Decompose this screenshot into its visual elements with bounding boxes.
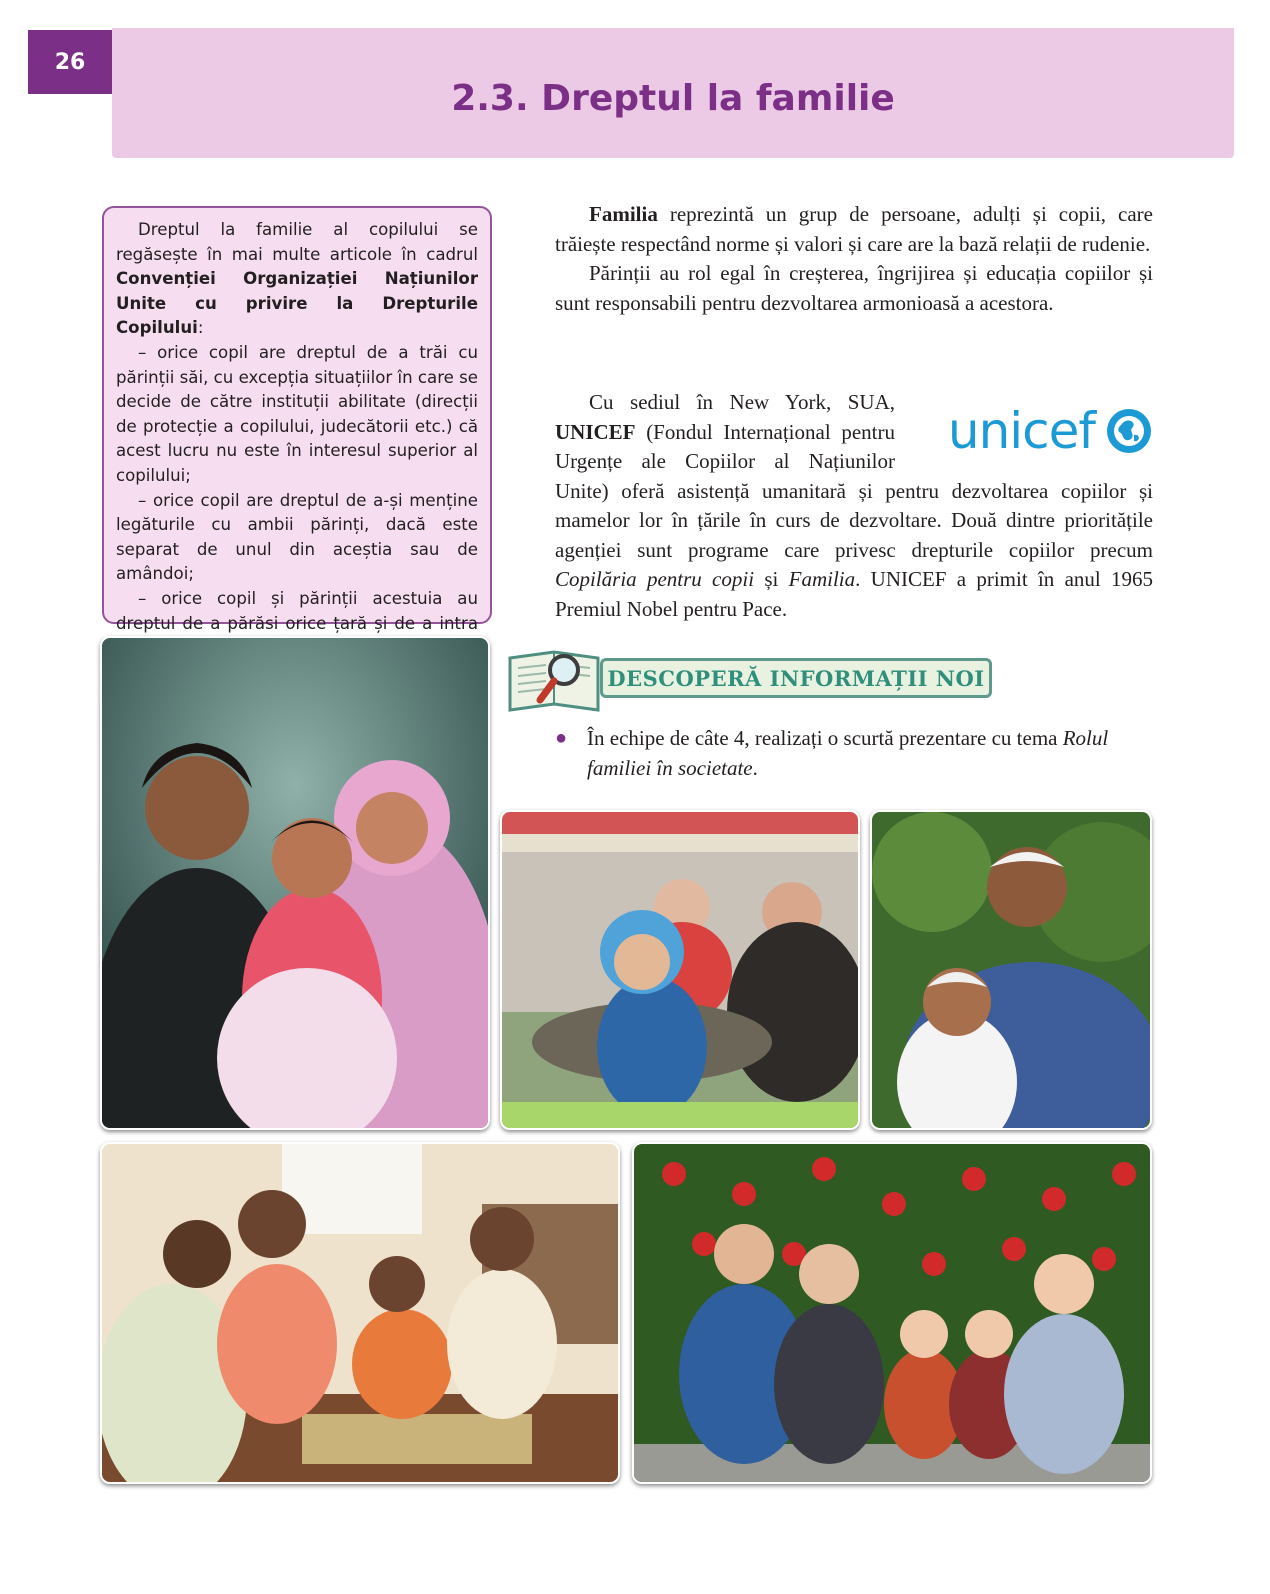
bullet-icon: ● [555, 727, 568, 749]
book-magnifier-icon [506, 640, 606, 718]
info-box-intro: Dreptul la familie al copilului se regăsește în mai multe articole în cadrul Convenției Organizației Națiunilor Unite cu privire la Drepturile Copilului: [116, 220, 478, 338]
rights-info-box [102, 206, 492, 633]
discover-label: DESCOPERĂ INFORMAȚII NOI [600, 658, 992, 698]
family-definition-text [555, 200, 1153, 318]
unicef-logo-word: unicef [947, 402, 1095, 460]
page-title: 2.3. Dreptul la familie [451, 78, 895, 119]
info-box-item: – orice copil și părinții acestuia au dreptul de a părăsi orice țară și de a intra [116, 588, 478, 633]
task-item: ● În echipe de câte 4, realizați o scurtă prezentare cu tema Rolul familiei în societate. [555, 726, 1109, 780]
convention-name: Convenției Organizației Națiunilor Unite cu privire la Drepturile Copilului [116, 269, 478, 338]
info-box-item: – orice copil are dreptul de a-și menține legăturile cu ambii părinți, dacă este separat de unul din aceștia sau de amândoi; [116, 490, 478, 584]
globe-emblem-icon [1105, 407, 1153, 455]
photo-family-portrait [100, 636, 490, 1130]
paragraph-parents: Părinții au rol egal în creșterea, îngrijirea și educația copiilor și sunt responsabili pentru dezvoltarea armonioasă a acestora. [555, 261, 1153, 315]
discover-banner [506, 640, 996, 718]
unicef-logo [913, 392, 1153, 470]
paragraph-family: Familia reprezintă un grup de persoane, adulți și copii, care trăiește respectând norme și valori și care are la bază relații de rudenie. [555, 202, 1153, 256]
photo-family-carriage [500, 810, 860, 1130]
unicef-text: unicef Cu sediul în New York, SUA, UNICEF (Fondul Internațional pentru Urgențe ale Copiilor al Națiunilor Unite) oferă asistență umanitară și pentru dezvoltarea copiilor și mamelor lor în țările în curs de dezvoltare. Două dintre prioritățile agenției sunt programe care privesc drepturile copiilor precum Copilăria pentru copii și Familia. UNICEF a primit în anul 1965 Premiul Nobel pentru Pace. [555, 390, 1154, 621]
info-box-item: – orice copil are dreptul de a trăi cu părinții săi, cu excepția situațiilor în care se decide de către instituții abilitate (direcții de protecție a copilului, judecătorii etc.) că acest lucru nu este în interesul superior al copilului; [116, 342, 478, 485]
page-number: 26 [28, 30, 112, 94]
photo-family-board-game [100, 1142, 620, 1484]
photo-father-son [870, 810, 1152, 1130]
photo-family-flowers [632, 1142, 1152, 1484]
